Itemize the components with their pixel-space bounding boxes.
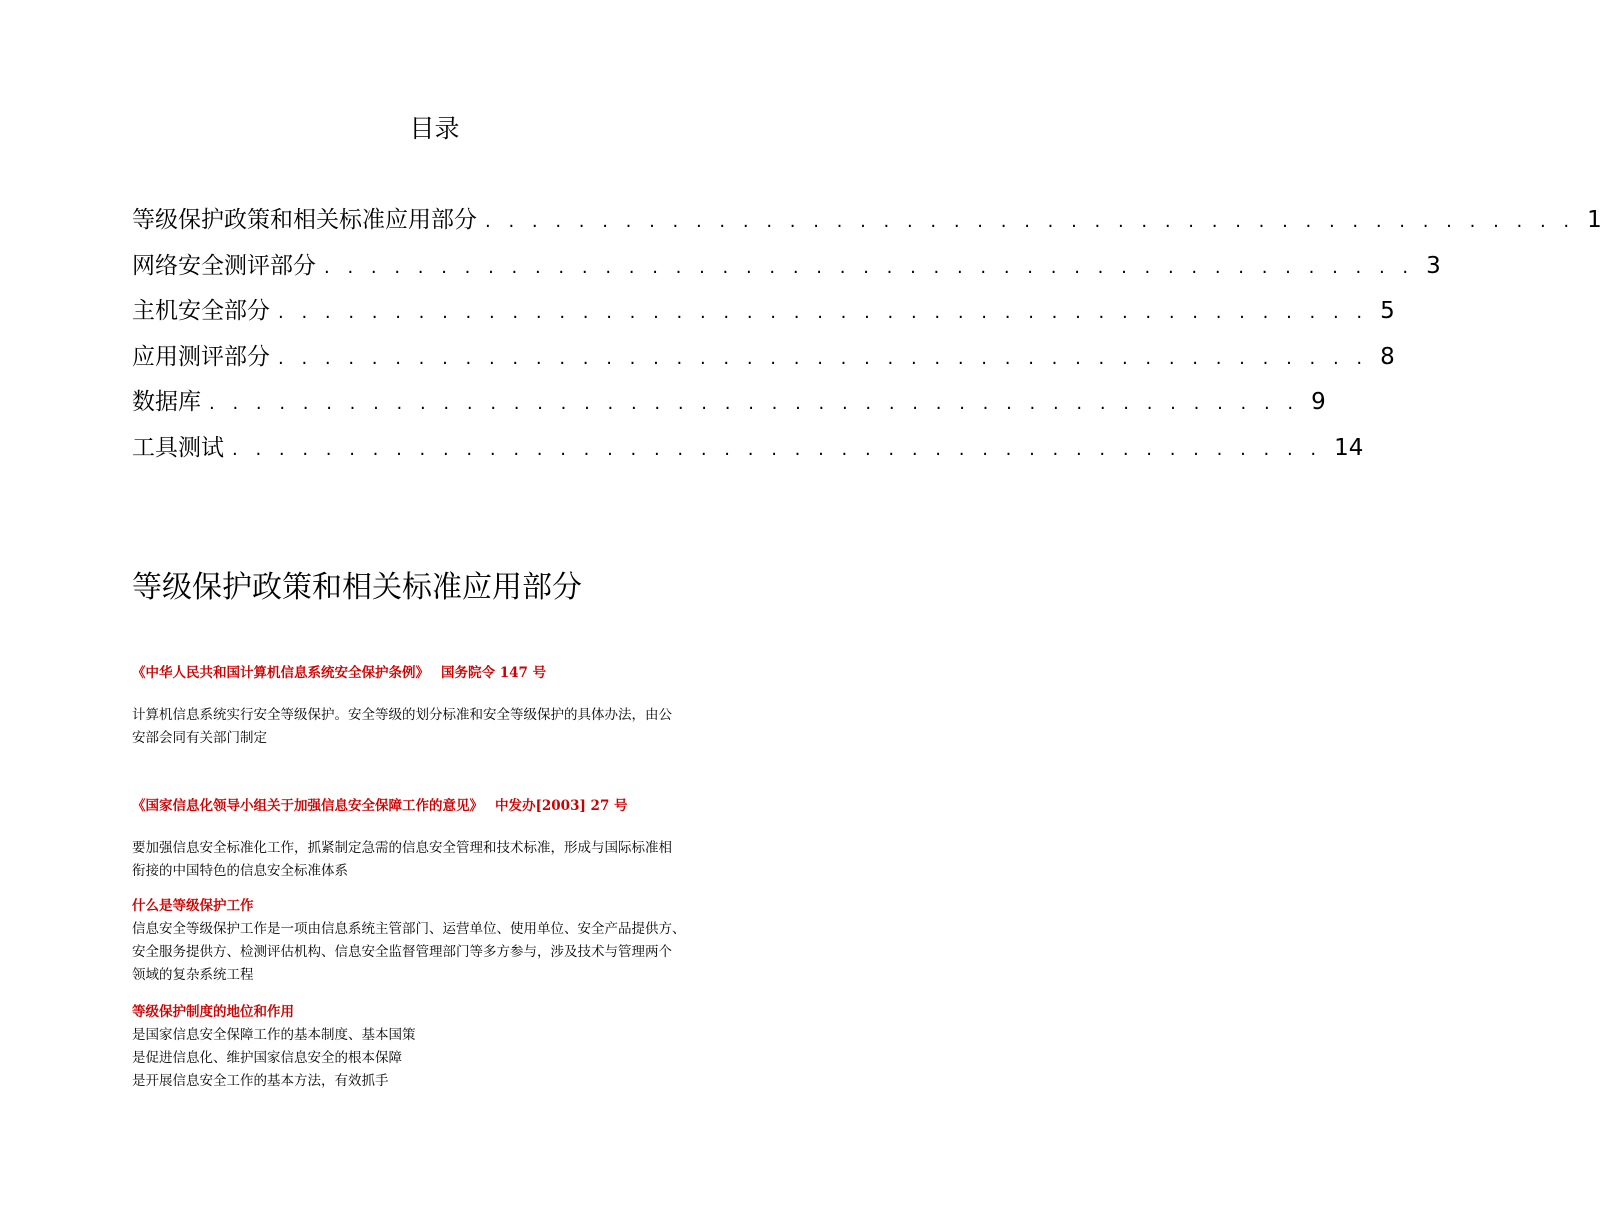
paragraph-line: 信息安全等级保护工作是一项由信息系统主管部门、运营单位、使用单位、安全产品提供方、: [132, 921, 686, 937]
paragraph-line: 衔接的中国特色的信息安全标准体系: [132, 863, 348, 879]
paragraph-line: 是国家信息安全保障工作的基本制度、基本国策: [132, 1027, 416, 1043]
toc-entry-page: 5: [1380, 298, 1395, 325]
toc-entry-label: 工具测试: [132, 434, 224, 461]
toc-leader-dots: . . . . . . . . . . . . . . . . . . . . . . . . . . . . . . . . . . . . . . . . . . . . . . .: [324, 256, 1415, 278]
toc-entry[interactable]: [132, 246, 1441, 292]
regulation-code: 国务院令 147 号: [441, 665, 547, 681]
paragraph-line: 安全服务提供方、检测评估机构、信息安全监督管理部门等多方参与，涉及技术与管理两个: [132, 944, 672, 960]
toc-entry-label: 等级保护政策和相关标准应用部分: [132, 207, 477, 233]
toc-title: 目录: [409, 114, 460, 143]
regulation-reference: [132, 795, 742, 818]
toc-entry-label: 数据库: [132, 389, 201, 416]
toc-entry-page: 9: [1311, 389, 1326, 416]
toc-entry-label: 主机安全部分: [132, 298, 270, 325]
chapter-title: 等级保护政策和相关标准应用部分: [132, 570, 582, 605]
paragraph-line: 是开展信息安全工作的基本方法，有效抓手: [132, 1073, 389, 1089]
regulation-summary: [132, 704, 742, 750]
toc-entry[interactable]: [132, 337, 1395, 383]
toc-leader-dots: . . . . . . . . . . . . . . . . . . . . . . . . . . . . . . . . . . . . . . . . . . . . . . .: [485, 211, 1576, 232]
toc-entry-label: 网络安全测评部分: [132, 252, 316, 279]
paragraph-line: 要加强信息安全标准化工作，抓紧制定急需的信息安全管理和技术标准，形成与国际标准相: [132, 840, 672, 856]
toc-entry[interactable]: [132, 428, 1364, 474]
regulation-code: 中发办[2003] 27 号: [495, 798, 628, 814]
toc-leader-dots: . . . . . . . . . . . . . . . . . . . . . . . . . . . . . . . . . . . . . . . . . . . . . . .: [278, 302, 1369, 324]
paragraph-line: 领域的复杂系统工程: [132, 967, 254, 983]
toc-entry[interactable]: [132, 291, 1395, 337]
toc-entry-page: 3: [1426, 252, 1441, 279]
section-heading: 等级保护制度的地位和作用: [132, 1004, 294, 1020]
toc-entry-label: 应用测评部分: [132, 343, 270, 370]
section-paragraph: [132, 1024, 742, 1093]
toc-leader-dots: . . . . . . . . . . . . . . . . . . . . . . . . . . . . . . . . . . . . . . . . . . . . . . .: [278, 347, 1369, 369]
toc-entry[interactable]: [132, 200, 1602, 246]
toc-leader-dots: . . . . . . . . . . . . . . . . . . . . . . . . . . . . . . . . . . . . . . . . . . . . . . .: [209, 393, 1300, 415]
toc-entry[interactable]: [132, 382, 1326, 428]
paragraph-line: 计算机信息系统实行安全等级保护。安全等级的划分标准和安全等级保护的具体办法，由公: [132, 707, 672, 723]
toc-entry-page: 14: [1334, 434, 1364, 461]
regulation-name: 《中华人民共和国计算机信息系统安全保护条例》: [132, 665, 429, 681]
toc-entry-page: 1: [1587, 207, 1602, 233]
paragraph-line: 安部会同有关部门制定: [132, 730, 267, 746]
paragraph-line: 是促进信息化、维护国家信息安全的根本保障: [132, 1050, 402, 1066]
regulation-summary: [132, 837, 742, 883]
section-heading: 什么是等级保护工作: [132, 898, 254, 914]
regulation-name: 《国家信息化领导小组关于加强信息安全保障工作的意见》: [132, 798, 483, 814]
section-paragraph: [132, 918, 742, 987]
regulation-reference: [132, 662, 742, 685]
table-of-contents: [132, 200, 1602, 474]
toc-leader-dots: . . . . . . . . . . . . . . . . . . . . . . . . . . . . . . . . . . . . . . . . . . . . . . .: [232, 438, 1323, 460]
chapter-body: [132, 662, 742, 1093]
toc-entry-page: 8: [1380, 343, 1395, 370]
